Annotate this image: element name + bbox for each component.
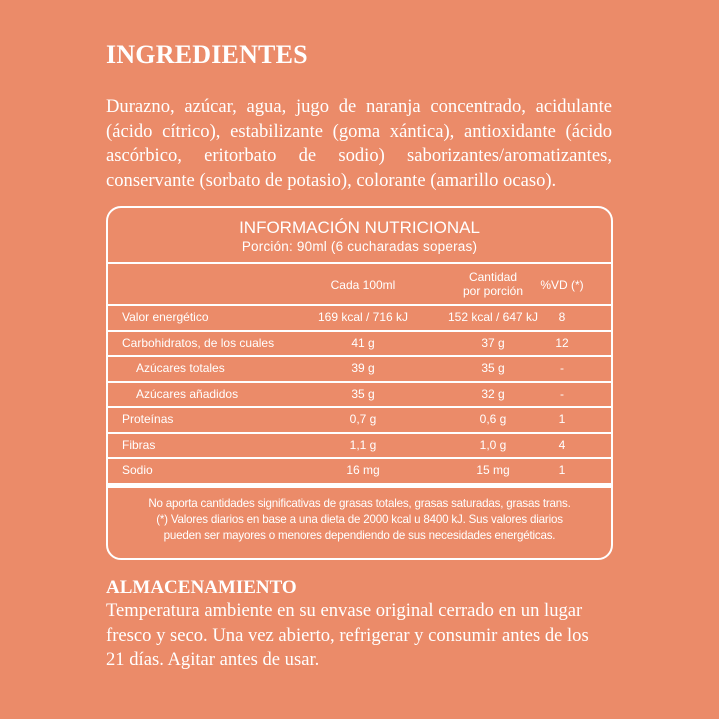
column-per-portion-line2: por porción — [462, 284, 524, 298]
table-row — [108, 306, 611, 332]
storage-title: ALMACENAMIENTO — [106, 577, 297, 598]
value-per-100ml: 39 g — [351, 361, 375, 375]
column-headers — [108, 264, 611, 306]
nutrient-name: Azúcares totales — [136, 361, 225, 375]
daily-value: 12 — [555, 335, 569, 350]
nutrient-name: Carbohidratos, de los cuales — [122, 335, 275, 350]
daily-value: 8 — [558, 310, 566, 324]
column-per-portion-line1: Cantidad — [468, 270, 518, 284]
footnote-line: pueden ser mayores o menores dependiendo de sus necesidades energéticas. — [163, 528, 556, 542]
column-per-100ml: Cada 100ml — [330, 278, 396, 292]
value-per-100ml: 41 g — [351, 335, 375, 350]
nutrient-name: Fibras — [122, 437, 156, 452]
daily-value: 4 — [558, 437, 566, 452]
nutrient-name: Sodio — [122, 463, 153, 477]
table-row — [108, 408, 611, 434]
storage-text: Temperatura ambiente en su envase original cerrado en un lugar fresco y seco. Una vez abierto, refrigerar y consumir antes de los 21 días. Agitar antes de usar. — [106, 600, 589, 670]
value-per-100ml: 0,7 g — [349, 412, 377, 426]
daily-value: - — [560, 386, 564, 401]
nutrition-title: INFORMACIÓN NUTRICIONAL — [239, 218, 480, 237]
value-per-portion: 15 mg — [476, 463, 510, 477]
value-per-portion: 0,6 g — [479, 412, 507, 426]
value-per-portion: 35 g — [481, 361, 505, 375]
daily-value: 1 — [558, 412, 566, 426]
ingredients-text: Durazno, azúcar, agua, jugo de naranja concentrado, acidulante (ácido cítrico), estabilizante (goma xántica), antioxidante (ácido ascórbico, eritorbato de sodio) saborizantes/aromatizantes, conservante (sorbato de potasio), colorante (amarillo ocaso). — [106, 96, 612, 191]
table-row — [108, 357, 611, 383]
value-per-portion: 1,0 g — [479, 437, 507, 452]
table-row — [108, 459, 611, 488]
footnote-line: No aporta cantidades significativas de grasas totales, grasas saturadas, grasas trans. — [148, 496, 571, 510]
ingredients-title: INGREDIENTES — [106, 40, 308, 69]
column-daily-value: %VD (*) — [540, 278, 584, 292]
nutrition-header — [108, 208, 611, 264]
value-per-100ml: 35 g — [351, 386, 375, 401]
value-per-100ml: 169 kcal / 716 kJ — [317, 310, 409, 324]
value-per-portion: 152 kcal / 647 kJ — [447, 310, 539, 324]
value-per-portion: 37 g — [481, 335, 505, 350]
footnote-line: (*) Valores diarios en base a una dieta de 2000 kcal u 8400 kJ. Sus valores diarios — [156, 512, 563, 526]
table-row — [108, 434, 611, 460]
nutrition-footnote — [108, 488, 611, 544]
value-per-100ml: 1,1 g — [349, 437, 377, 452]
nutrient-name: Valor energético — [122, 310, 209, 324]
nutrition-facts-table — [106, 206, 613, 560]
value-per-portion: 32 g — [481, 386, 505, 401]
nutrient-name: Azúcares añadidos — [136, 386, 239, 401]
portion-size: Porción: 90ml (6 cucharadas soperas) — [241, 239, 478, 254]
table-row — [108, 332, 611, 358]
daily-value: - — [560, 361, 564, 375]
table-row — [108, 383, 611, 409]
daily-value: 1 — [558, 463, 566, 477]
nutrient-name: Proteínas — [122, 412, 174, 426]
value-per-100ml: 16 mg — [346, 463, 380, 477]
